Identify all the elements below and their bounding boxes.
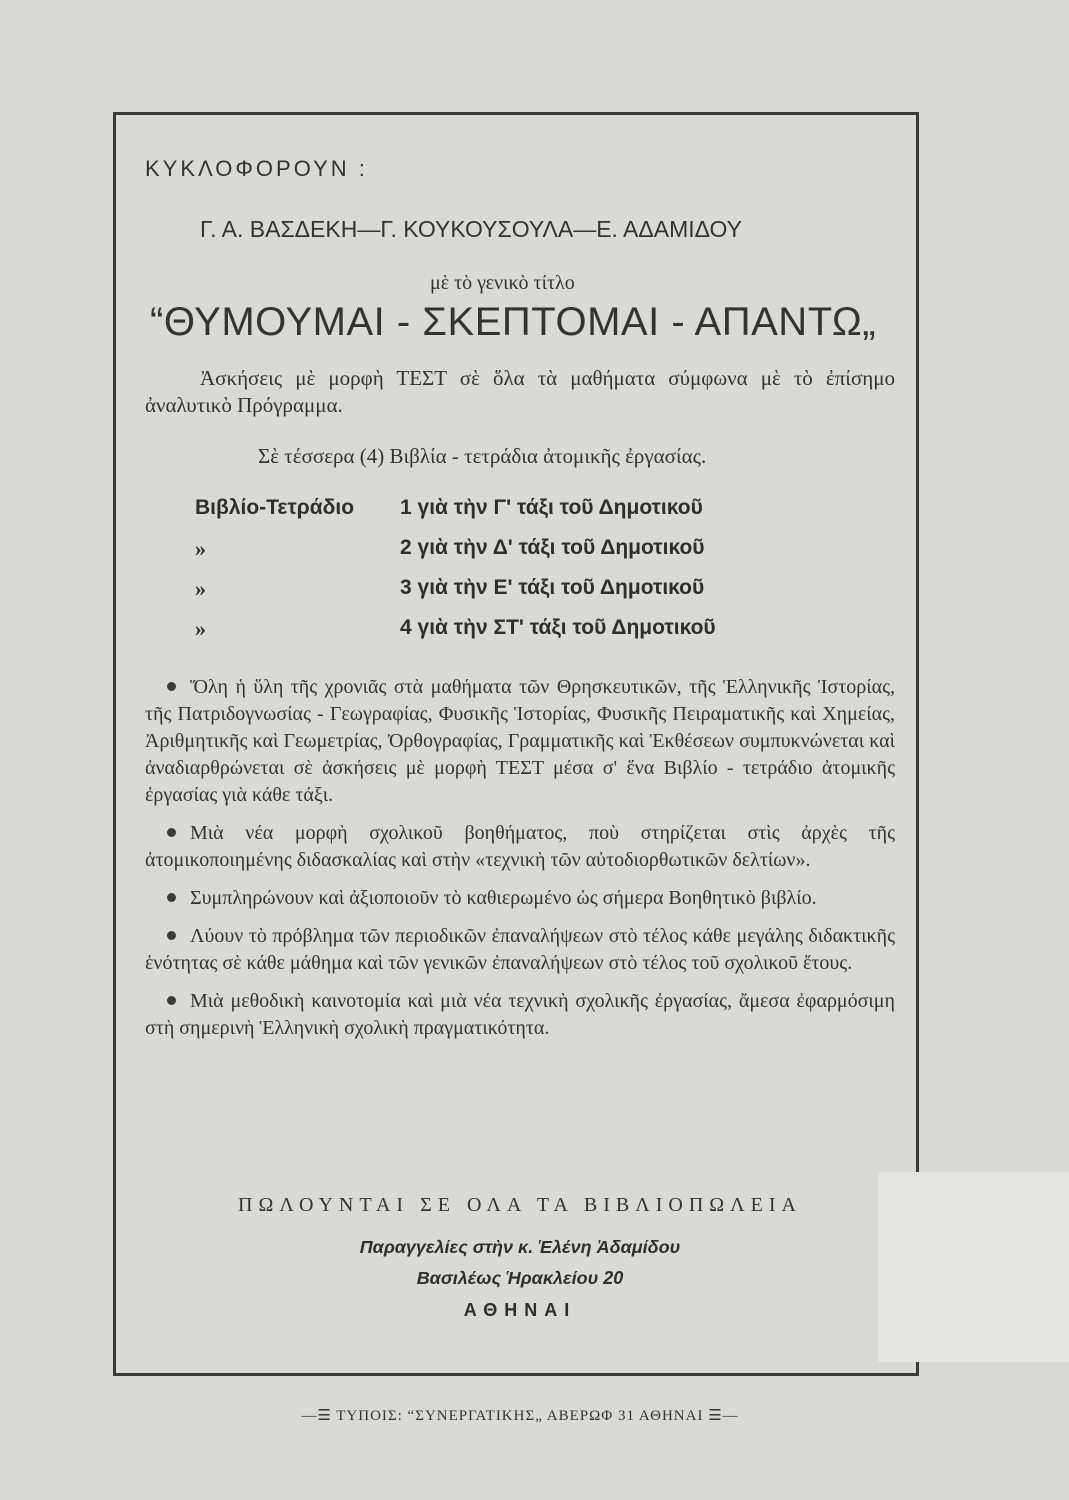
paper-tab [878, 1172, 1069, 1362]
bullet-dot-icon [167, 931, 176, 940]
printer-footer: —☰ ΤΥΠΟΙΣ: “ΣΥΝΕΡΓΑΤΙΚΗΣ„ ΑΒΕΡΩΦ 31 ΑΘΗΝΑΙ ☰— [301, 1408, 739, 1424]
ditto-mark: » [195, 616, 206, 641]
bullet-dot-icon [167, 996, 176, 1005]
address-line: Βασιλέως Ἡρακλείου 20 [416, 1268, 624, 1288]
heading: ΚΥΚΛΟΦΟΡΟΥΝ : [145, 156, 368, 181]
feature-item: Μιὰ νέα μορφὴ σχολικοῦ βοηθήματος, ποὺ στηρίζεται στὶς ἀρχὲς τῆς ἀτομικοποιημένης διδασκαλίας καὶ στὴν «τεχνικὴ τῶν αὐτοδιορθωτικῶν δελτίων». [145, 822, 895, 871]
bullet-dot-icon [167, 893, 176, 902]
book-text: 4 γιὰ τὴν ΣΤ' τάξι τοῦ Δημοτικοῦ [400, 616, 716, 639]
main-title: “ΘΥΜΟΥΜΑΙ - ΣΚΕΠΤΟΜΑΙ - ΑΠΑΝΤΩ„ [150, 300, 877, 344]
bullet-dot-icon [167, 682, 176, 691]
city-line: ΑΘΗΝΑΙ [463, 1300, 577, 1320]
authors: Γ. Α. ΒΑΣΔΕΚΗ—Γ. ΚΟΥΚΟΥΣΟΥΛΑ—Ε. ΑΔΑΜΙΔΟΥ [200, 216, 743, 242]
book-label: Βιβλίο-Τετράδιο [195, 496, 355, 519]
book-text: 1 γιὰ τὴν Γ' τάξι τοῦ Δημοτικοῦ [400, 496, 703, 519]
feature-item: Ὅλη ἡ ὕλη τῆς χρονιᾶς στὰ μαθήματα τῶν Θρησκευτικῶν, τῆς Ἑλληνικῆς Ἱστορίας, τῆς Πατριδογνωσίας - Γεωγραφίας, Φυσικῆς Ἱστορίας, Φυσικῆς Πειραματικῆς καὶ Χημείας, Ἀριθμητικῆς καὶ Γεωμετρίας, Ὀρθογραφίας, Γραμματικῆς καὶ Ἐκθέσεων συμπυκνώνεται καὶ ἀναδιαρθρώνεται σὲ ἀσκήσεις μὲ μορφὴ ΤΕΣΤ μέσα σ' ἕνα Βιβλίο - τετράδιο ἀτομικῆς ἐργασίας γιὰ κάθε τάξι. [145, 676, 895, 806]
feature-item: Μιὰ μεθοδικὴ καινοτομία καὶ μιὰ νέα τεχνικὴ σχολικῆς ἐργασίας, ἄμεσα ἐφαρμόσιμη στὴ σημερινὴ Ἑλληνικὴ σχολικὴ πραγματικότητα. [145, 990, 895, 1039]
bullet-dot-icon [167, 828, 176, 837]
book-text: 3 γιὰ τὴν Ε' τάξι τοῦ Δημοτικοῦ [400, 576, 705, 599]
book-text: 2 γιὰ τὴν Δ' τάξι τοῦ Δημοτικοῦ [400, 536, 705, 559]
orders-line: Παραγγελίες στὴν κ. Ἑλένη Ἀδαμίδου [359, 1237, 681, 1257]
feature-item: Λύουν τὸ πρόβλημα τῶν περιοδικῶν ἐπαναλήψεων στὸ τέλος κάθε μεγάλης διδακτικῆς ἑνότητας σὲ κάθε μάθημα καὶ τῶν γενικῶν ἐπαναλήψεων στὸ τέλος τοῦ σχολικοῦ ἔτους. [145, 925, 895, 974]
sold-notice: ΠΩΛΟΥΝΤΑΙ ΣΕ ΟΛΑ ΤΑ ΒΙΒΛΙΟΠΩΛΕΙΑ [238, 1194, 802, 1216]
subtitle-line: μὲ τὸ γενικὸ τίτλο [430, 272, 575, 294]
four-books-line: Σὲ τέσσερα (4) Βιβλία - τετράδια ἀτομικῆς ἐργασίας. [258, 444, 707, 468]
feature-list [145, 674, 895, 1053]
feature-item: Συμπληρώνουν καὶ ἀξιοποιοῦν τὸ καθιερωμένο ὡς σήμερα Βοηθητικὸ βιβλίο. [145, 885, 895, 912]
ditto-mark: » [195, 536, 206, 561]
ditto-mark: » [195, 576, 206, 601]
exercises-description: Ἀσκήσεις μὲ μορφὴ ΤΕΣΤ σὲ ὅλα τὰ μαθήματα σύμφωνα μὲ τὸ ἐπίσημο ἀναλυτικὸ Πρόγραμμα. [145, 366, 895, 417]
